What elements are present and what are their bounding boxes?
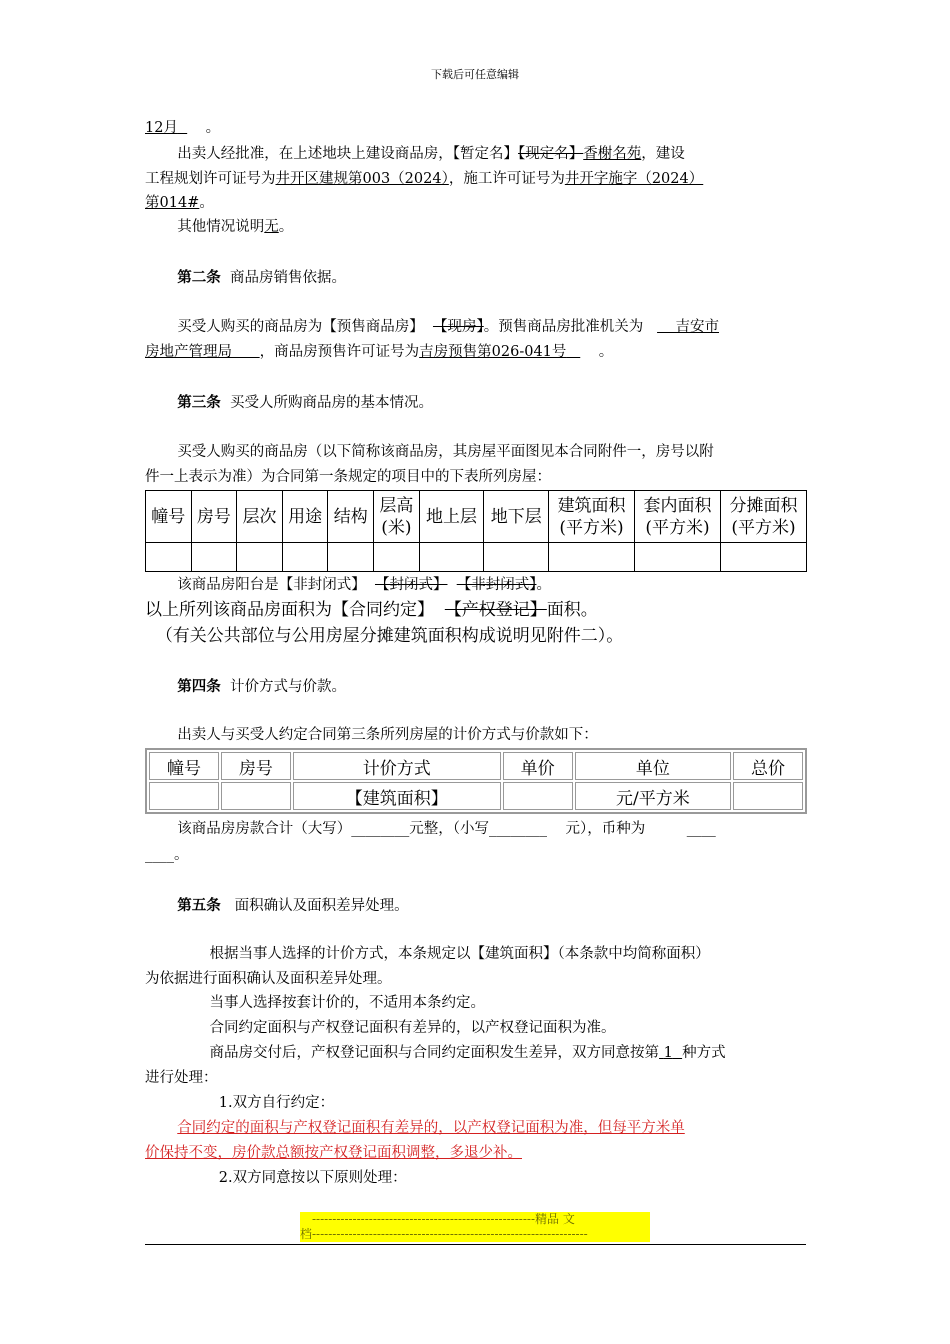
line-permit-cont: 第014#。 bbox=[145, 195, 214, 211]
line-date: 12月 。 bbox=[145, 120, 221, 136]
article-2-heading: 第二条 商品房销售依据。 bbox=[177, 269, 346, 286]
footer-watermark-1: -------------------------------------------------------精品 文 bbox=[300, 1212, 650, 1227]
table-header-cell: 地下层 bbox=[484, 491, 549, 543]
table-header-cell: 地上层 bbox=[419, 491, 484, 543]
line-presale-cont: 房地产管理局 ，商品房预售许可证号为吉房预售第026-041号 。 bbox=[145, 344, 614, 360]
table-header-cell: 房号 bbox=[191, 491, 237, 543]
table-cell[interactable] bbox=[635, 543, 721, 572]
article-4-heading: 第四条 计价方式与价款。 bbox=[177, 678, 346, 695]
table-cell[interactable] bbox=[282, 543, 328, 572]
table-row bbox=[146, 543, 807, 572]
table-header-cell: 房号 bbox=[221, 752, 291, 780]
table-cell[interactable] bbox=[191, 543, 237, 572]
line-total-price: 该商品房房款合计（大写）________元整，（小写________ 元），币种为 ____ bbox=[177, 821, 716, 837]
table-cell[interactable] bbox=[374, 543, 420, 572]
table-cell[interactable] bbox=[733, 782, 803, 810]
line-difference: 商品房交付后，产权登记面积与合同约定面积发生差异，双方同意按第 1 种方式 bbox=[209, 1045, 726, 1061]
table-header-cell: 套内面积 (平方米) bbox=[635, 491, 721, 543]
table-cell[interactable] bbox=[221, 782, 291, 810]
table-header-cell: 单价 bbox=[503, 752, 573, 780]
table-cell[interactable] bbox=[149, 782, 219, 810]
table-header-cell: 结构 bbox=[328, 491, 374, 543]
table-header-cell: 计价方式 bbox=[293, 752, 501, 780]
table-cell[interactable] bbox=[720, 543, 806, 572]
line-annex-note: （有关公共部位与公用房屋分摊建筑面积构成说明见附件二）。 bbox=[155, 626, 624, 646]
line-project-name: 出卖人经批准，在上述地块上建设商品房，【暂定名】【现定名】香榭名苑，建设 bbox=[177, 146, 685, 162]
line-total-price-cont: ____。 bbox=[145, 847, 189, 863]
line-area-confirm-2: 为依据进行面积确认及面积差异处理。 bbox=[145, 971, 392, 987]
table-header-cell: 建筑面积 (平方米) bbox=[549, 491, 635, 543]
table-cell[interactable] bbox=[549, 543, 635, 572]
line-option-1-text: 合同约定的面积与产权登记面积有差异的，以产权登记面积为准，但每平方米单 bbox=[177, 1120, 685, 1136]
table-header-cell: 单位 bbox=[575, 752, 731, 780]
table-cell[interactable] bbox=[146, 543, 192, 572]
page-header: 下载后可任意编辑 bbox=[431, 68, 519, 81]
line-area-confirm-1: 根据当事人选择的计价方式，本条规定以【建筑面积】（本条款中均简称面积） bbox=[209, 946, 710, 962]
table-cell[interactable] bbox=[328, 543, 374, 572]
line-other: 其他情况说明无。 bbox=[177, 219, 294, 235]
table-cell: 元/平方米 bbox=[575, 782, 731, 810]
table-header-row bbox=[149, 752, 803, 780]
table-header-cell: 幢号 bbox=[146, 491, 192, 543]
table-cell: 【建筑面积】 bbox=[293, 782, 501, 810]
line-per-unit: 当事人选择按套计价的，不适用本条约定。 bbox=[209, 995, 486, 1011]
table-cell[interactable] bbox=[419, 543, 484, 572]
price-table bbox=[145, 748, 807, 814]
table-header-row bbox=[146, 491, 807, 543]
table-header-cell: 层次 bbox=[237, 491, 283, 543]
line-price-intro: 出卖人与买受人约定合同第三条所列房屋的计价方式与价款如下： bbox=[177, 727, 598, 743]
table-cell[interactable] bbox=[237, 543, 283, 572]
table-header-cell: 分摊面积 (平方米) bbox=[720, 491, 806, 543]
line-presale: 买受人购买的商品房为【预售商品房】 【现房】。预售商品房批准机关为 吉安市 bbox=[177, 319, 719, 335]
article-5-heading: 第五条 面积确认及面积差异处理。 bbox=[177, 897, 409, 914]
table-header-cell: 用途 bbox=[282, 491, 328, 543]
footer-watermark-2: 档-------------------------------------------------------------------- bbox=[300, 1227, 650, 1242]
table-header-cell: 总价 bbox=[733, 752, 803, 780]
line-desc-2: 件一上表示为准）为合同第一条规定的项目中的下表所列房屋： bbox=[145, 469, 551, 485]
table-cell[interactable] bbox=[503, 782, 573, 810]
article-3-heading: 第三条 买受人所购商品房的基本情况。 bbox=[177, 394, 433, 411]
footer-rule bbox=[145, 1244, 806, 1245]
line-difference-cont: 进行处理： bbox=[145, 1070, 218, 1086]
table-header-cell: 幢号 bbox=[149, 752, 219, 780]
line-balcony: 该商品房阳台是【非封闭式】 【封闭式】 【非封闭式】。 bbox=[177, 577, 551, 593]
line-desc-1: 买受人购买的商品房（以下简称该商品房，其房屋平面图见本合同附件一，房号以附 bbox=[177, 444, 714, 460]
line-permit: 工程规划许可证号为井开区建规第003（2024），施工许可证号为井开字施字（2024） bbox=[145, 171, 704, 187]
table-row bbox=[149, 782, 803, 810]
line-registered-area: 合同约定面积与产权登记面积有差异的，以产权登记面积为准。 bbox=[209, 1020, 616, 1036]
table-cell[interactable] bbox=[484, 543, 549, 572]
line-option-2: 2.双方同意按以下原则处理： bbox=[218, 1170, 407, 1186]
line-option-1: 1.双方自行约定： bbox=[218, 1095, 335, 1111]
house-info-table bbox=[145, 490, 807, 572]
line-option-1-text-cont: 价保持不变，房价款总额按产权登记面积调整，多退少补。 bbox=[145, 1145, 522, 1161]
table-header-cell: 层高 (米) bbox=[374, 491, 420, 543]
line-area-basis: 以上所列该商品房面积为【合同约定】 【产权登记】面积。 bbox=[145, 600, 598, 620]
